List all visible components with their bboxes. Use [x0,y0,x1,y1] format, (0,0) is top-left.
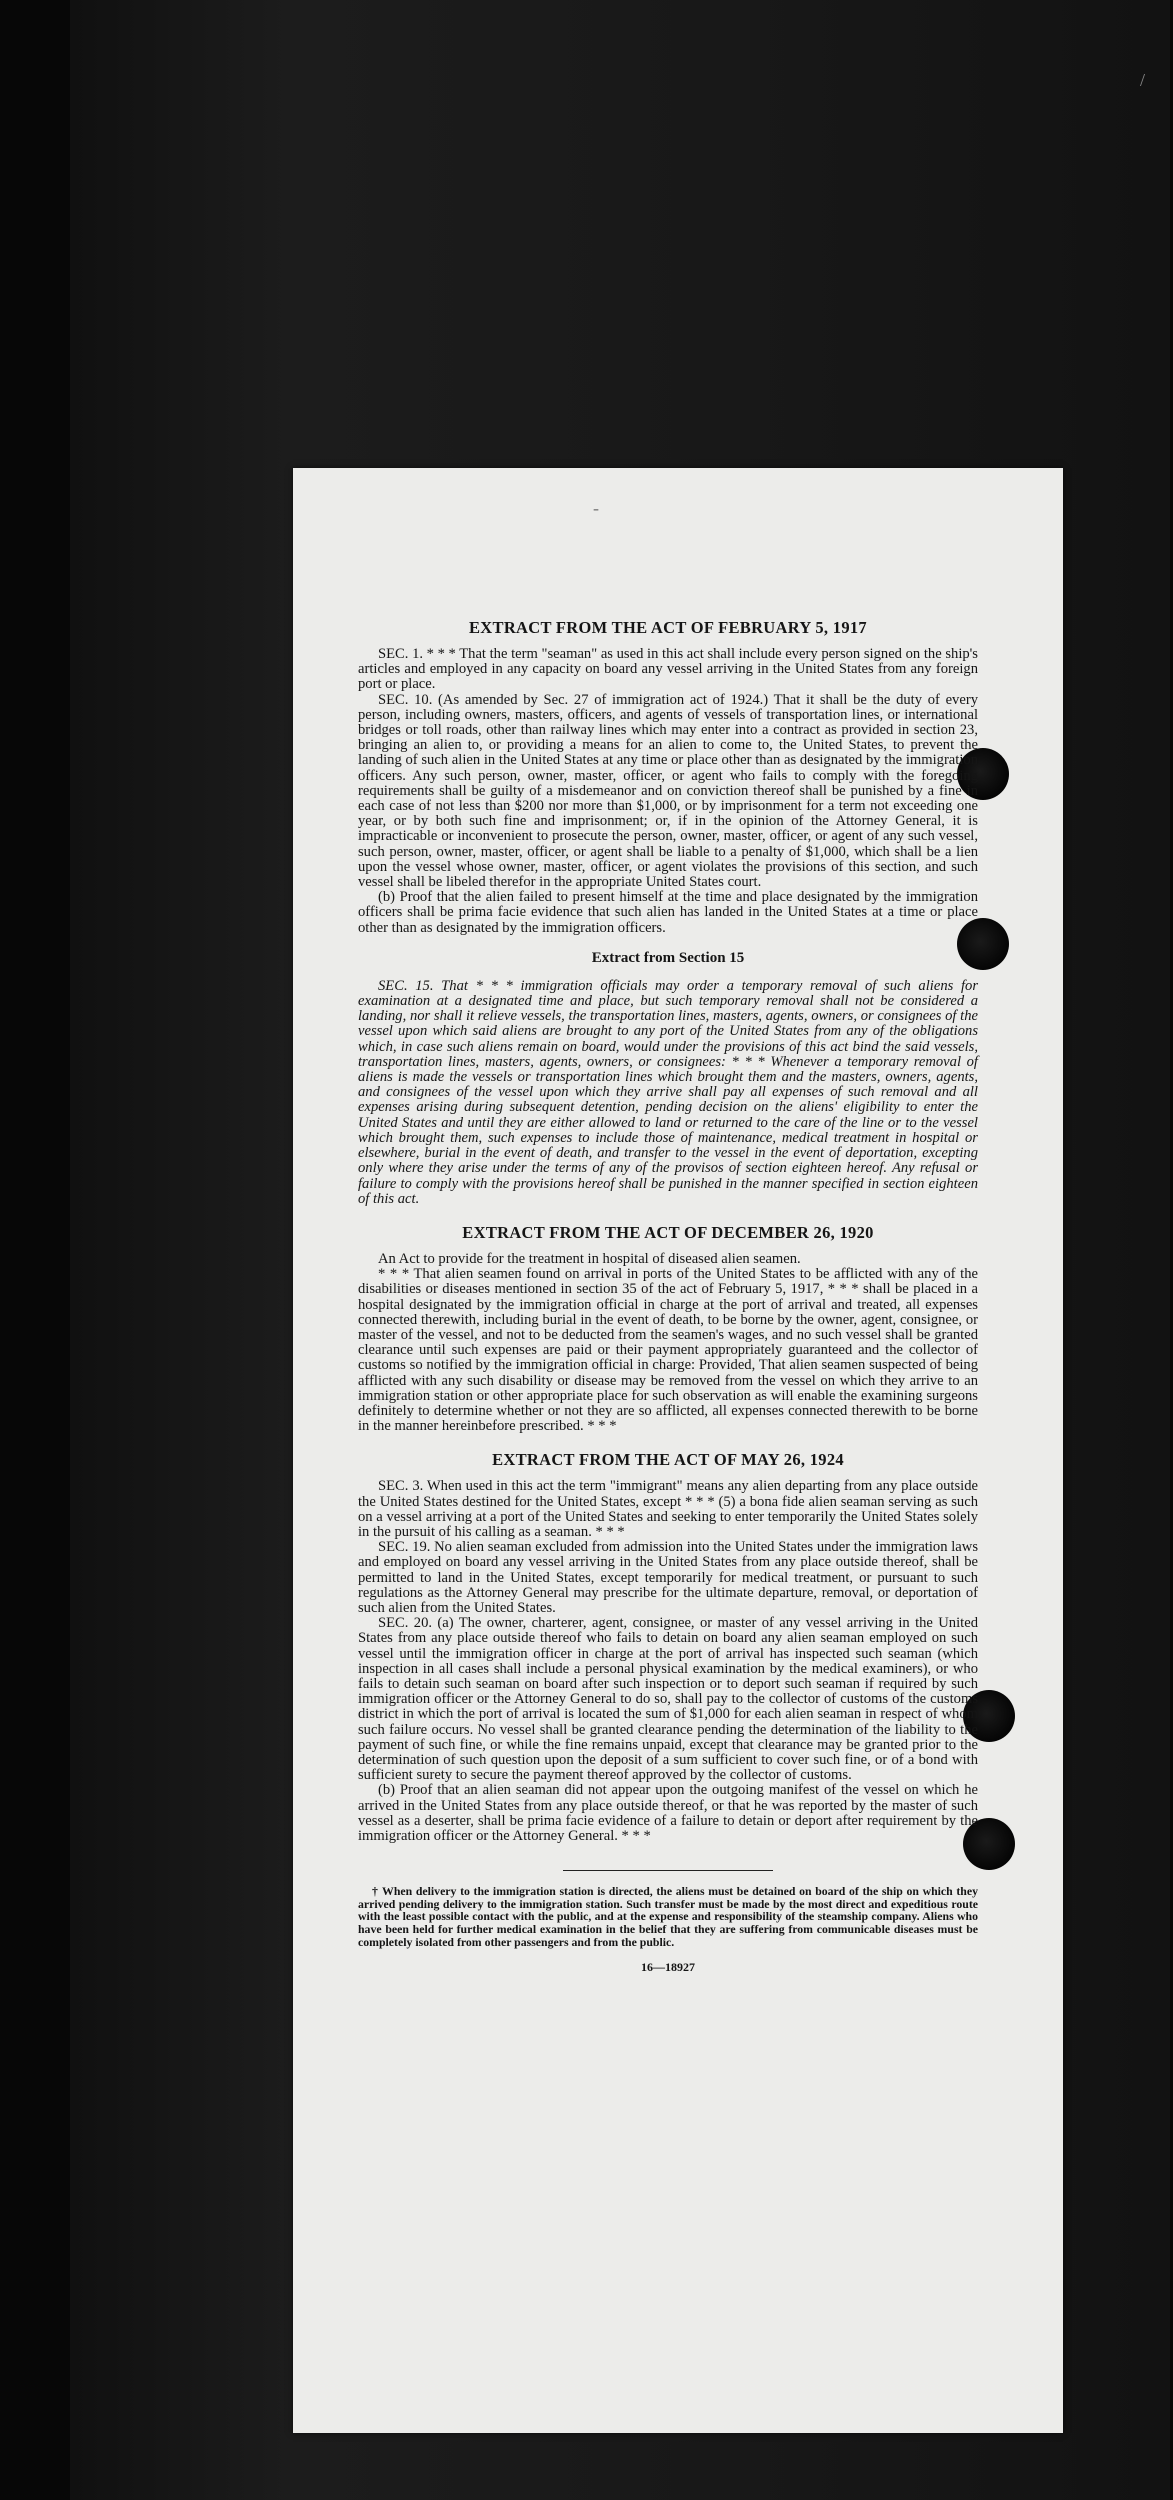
paragraph-sec15: SEC. 15. That * * * immigration officials may order a temporary removal of such aliens for examination at a designated time and place, but such temporary removal shall not be considered a landing, nor shall it relieve vessels, the transportation lines, masters, agents, owners, or consignees of the vessel upon which said aliens are brought to any port of the United States from any of the obligations which, in case such aliens remain on board, would under the provisions of this act bind the said vessels, transportation lines, masters, agents, owners, or consignees: * * * Whenever a temporary removal of aliens is made the vessels or transportation lines which brought them and the masters, owners, agents, and consignees of the vessel upon which they arrive shall pay all expenses of such removal and all expenses arising during subsequent detention, pending decision on the aliens' eligibility to enter the United States and until they are either allowed to land or returned to the care of the line or to the vessel which brought them, such expenses to include those of maintenance, medical treatment in hospital or elsewhere, burial in the event of death, and transfer to the vessel in the event of deportation, excepting only where they arise under the terms of any of the provisos of section eighteen hereof. Any refusal or failure to comply with the provisions hereof shall be punished in the manner specified in section eighteen of this act. [358,977,978,1207]
document-content [358,618,978,1975]
heading-section-15: Extract from Section 15 [591,949,745,966]
paragraph-1917-sec10: SEC. 10. (As amended by Sec. 27 of immigration act of 1924.) That it shall be the duty of every person, including owners, masters, officers, and agents of vessels of transportation lines, or international bridges or toll roads, other than railway lines which may enter into a contract as provided in section 23, bringing an alien to, or providing a means for an alien to come to, the United States, to prevent the landing of such alien in the United States at any time or place other than as designated by the immigration officers. Any such person, owner, master, officer, or agent who fails to comply with the foregoing requirements shall be guilty of a misdemeanor and on conviction thereof shall be punished by a fine in each case of not less than $200 nor more than $1,000, or by imprisonment for a term not exceeding one year, or by both such fine and imprisonment; or, if in the opinion of the Attorney General, it is impracticable or inconvenient to prosecute the person, owner, master, officer, or agent of any such vessel, such person, owner, master, officer, or agent shall be liable to a penalty of $1,000, which shall be a lien upon the vessel whose owner, master, officer, or agent violates the provisions of this section, and such vessel shall be libeled therefor in the appropriate United States court. [358,691,978,891]
heading-act-1917: EXTRACT FROM THE ACT OF FEBRUARY 5, 1917 [469,618,867,637]
page-header-mark: - [593,498,599,518]
paragraph-1924-sec20: SEC. 20. (a) The owner, charterer, agent, consignee, or master of any vessel arriving in the United States from any place outside thereof who fails to detain on board any alien seaman employed on such vessel until the immigration officer in charge at the port of arrival has inspected such seaman (which inspection in all cases shall include a personal physical examination by the medical examiners), or who fails to detain such seaman on board after such inspection or to deport such seaman if required by such immigration officer or the Attorney General to do so, shall pay to the collector of customs of the customs district in which the port of arrival is located the sum of $1,000 for each alien seaman in respect of whom such failure occurs. No vessel shall be granted clearance pending the determination of the liability to the payment of such fine, or while the fine remains unpaid, except that clearance may be granted prior to the determination of such question upon the deposit of a sum sufficient to cover such fine, or of a bond with sufficient surety to secure the payment thereof approved by the collector of customs. [358,1615,978,1784]
paragraph-1924-b: (b) Proof that an alien seaman did not appear upon the outgoing manifest of the vessel on which he arrived in the United States from any place outside thereof, or that he was reported by the master of such vessel as a deserter, shall be prima facie evidence of a failure to detain or deport after requirement by the immigration officer or the Attorney General. * * * [358,1782,978,1845]
form-number: 16—18927 [641,1960,695,1975]
heading-act-1920: EXTRACT FROM THE ACT OF DECEMBER 26, 1920 [462,1222,874,1242]
paragraph-1917-sec1: SEC. 1. * * * That the term "seaman" as used in this act shall include every person signed on the ship's articles and employed in any capacity on board any vessel arriving in the United States from any foreign port or place. [358,646,978,693]
footnote-divider [563,1870,773,1871]
film-scratch-mark: / [1140,70,1146,90]
paragraph-1917-b: (b) Proof that the alien failed to present himself at the time and place designated by the immigration officers shall be prima facie evidence that such alien has landed in the United States at a time or place other than as designated by the immigration officers. [358,889,978,936]
footnote-text: † When delivery to the immigration station is directed, the aliens must be detained on board of the ship on which they arrived pending delivery to the immigration station. Such transfer must be made by the most direct and expeditious route with the least possible contact with the public, and at the expense and responsibility of the steamship company. Aliens who have been held for further medical examination in the belief that they are suffering from communicable diseases must be completely isolated from other passengers and from the public. [358,1884,978,1949]
paragraph-1924-sec3: SEC. 3. When used in this act the term "immigrant" means any alien departing from any place outside the United States destined for the United States, except * * * (5) a bona fide alien seaman serving as such on a vessel arriving at a port of the United States and seeking to enter temporarily the United States solely in the pursuit of his calling as a seaman. * * * [358,1478,978,1540]
document-page [293,468,1063,2433]
paragraph-1920-body: * * * That alien seamen found on arrival in ports of the United States to be afflicted with any of the disabilities or diseases mentioned in section 35 of the act of February 5, 1917, * * * shall be placed in a hospital designated by the immigration official in charge at the port of arrival and treated, all expenses connected therewith, including burial in the event of death, to be borne by the owner, agent, consignee, or master of the vessel, and not to be deducted from the seamen's wages, and no such vessel shall be granted clearance until such expenses are paid or their payment appropriately guaranteed and the collector of customs so notified by the immigration official in charge: Provided, That alien seamen suspected of being afflicted with any such disability or disease may be removed from the vessel on which they arrive to an immigration station or other appropriate place for such observation as will enable the examining surgeons definitely to determine whether or not they are so afflicted, all expenses connected therewith to be borne in the manner hereinbefore prescribed. * * * [358,1266,978,1435]
paragraph-1924-sec19: SEC. 19. No alien seaman excluded from admission into the United States under the immigration laws and employed on board any vessel arriving in the United States from any place outside thereof, shall be permitted to land in the United States, except temporarily for medical treatment, or pursuant to such regulations as the Attorney General may prescribe for the ultimate departure, removal, or deportation of such alien from the United States. [358,1539,978,1616]
heading-act-1924: EXTRACT FROM THE ACT OF MAY 26, 1924 [492,1450,844,1470]
paragraph-1920-intro: An Act to provide for the treatment in hospital of diseased alien seamen. [378,1250,801,1267]
